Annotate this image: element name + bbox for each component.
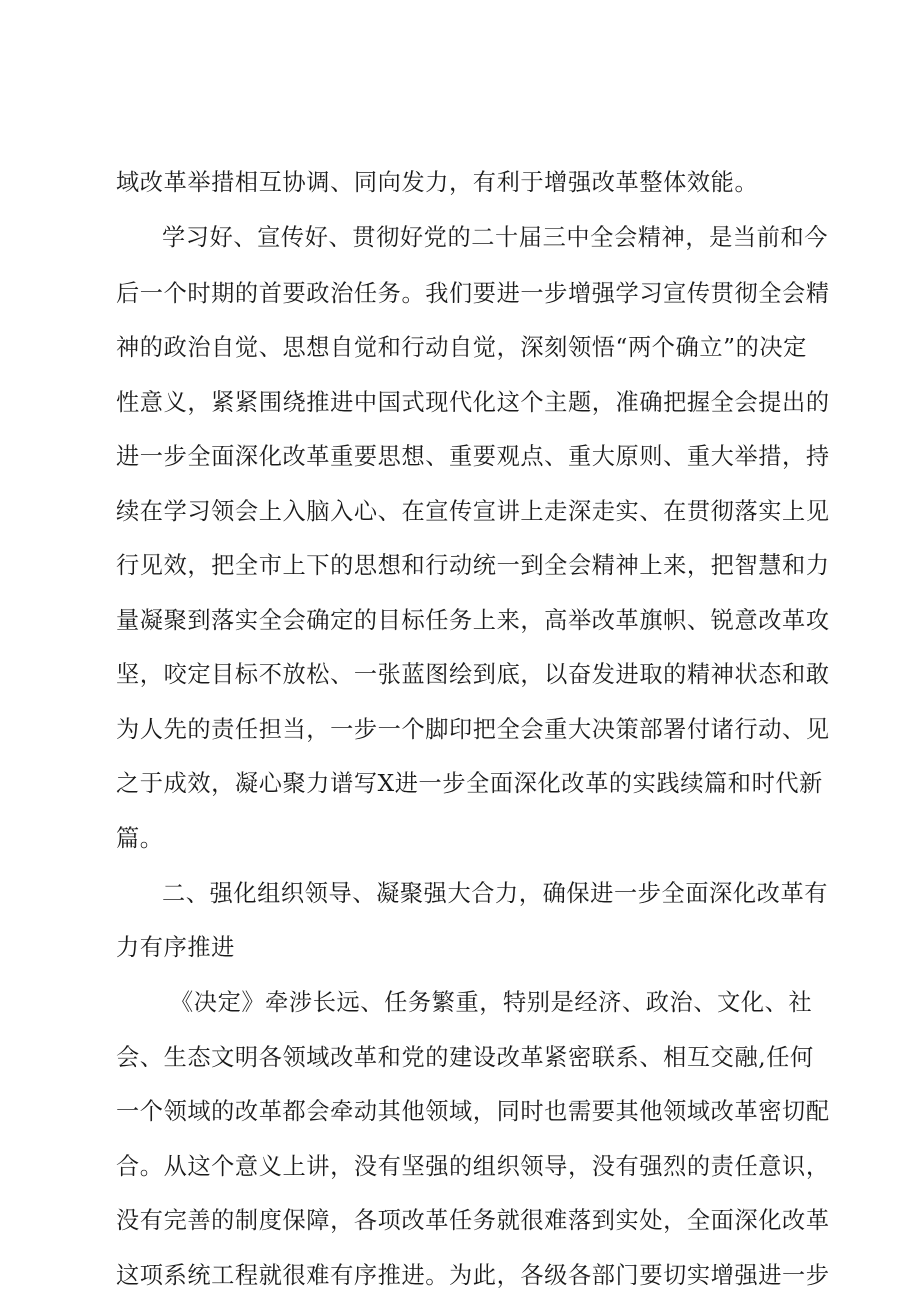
section-heading-line: 力有序推进 bbox=[116, 934, 235, 961]
text-line: 一个领域的改革都会牵动其他领域，同时也需要其他领域改革密切配 bbox=[116, 1098, 830, 1125]
text-line: 为人先的责任担当，一步一个脚印把全会重大决策部署付诸行动、见 bbox=[116, 716, 830, 743]
text-line: 《决定》牵涉长远、任务繁重，特别是经济、政治、文化、社 bbox=[170, 989, 813, 1016]
text-line: 量凝聚到落实全会确定的目标任务上来，高举改革旗帜、锐意改革攻 bbox=[116, 607, 830, 634]
text-line: 这项系统工程就很难有序推进。为此，各级各部门要切实增强进一步 bbox=[116, 1262, 830, 1289]
text-line: 坚，咬定目标不放松、一张蓝图绘到底，以奋发进取的精神状态和敢 bbox=[116, 661, 830, 688]
section-heading-line: 二、强化组织领导、凝聚强大合力，确保进一步全面深化改革有 bbox=[162, 880, 829, 907]
text-line: 没有完善的制度保障，各项改革任务就很难落到实处，全面深化改革 bbox=[116, 1207, 830, 1234]
text-line: 续在学习领会上入脑入心、在宣传宣讲上走深走实、在贯彻落实上见 bbox=[116, 498, 830, 525]
text-line: 合。从这个意义上讲，没有坚强的组织领导，没有强烈的责任意识， bbox=[116, 1153, 830, 1180]
text-line: 之于成效，凝心聚力谱写X进一步全面深化改革的实践续篇和时代新 bbox=[116, 770, 823, 797]
text-line: 行见效，把全市上下的思想和行动统一到全会精神上来，把智慧和力 bbox=[116, 552, 830, 579]
text-line: 后一个时期的首要政治任务。我们要进一步增强学习宣传贯彻全会精 bbox=[116, 280, 830, 307]
text-line: 域改革举措相互协调、同向发力，有利于增强改革整体效能。 bbox=[116, 169, 759, 196]
text-line: 篇。 bbox=[116, 825, 164, 852]
text-line: 学习好、宣传好、贯彻好党的二十届三中全会精神，是当前和今 bbox=[162, 224, 829, 251]
text-line: 神的政治自觉、思想自觉和行动自觉，深刻领悟“两个确立”的决定 bbox=[116, 334, 807, 361]
text-line: 进一步全面深化改革重要思想、重要观点、重大原则、重大举措，持 bbox=[116, 443, 830, 470]
text-line: 性意义，紧紧围绕推进中国式现代化这个主题，准确把握全会提出的 bbox=[116, 389, 830, 416]
text-line: 会、生态文明各领域改革和党的建设改革紧密联系、相互交融,任何 bbox=[116, 1044, 814, 1071]
